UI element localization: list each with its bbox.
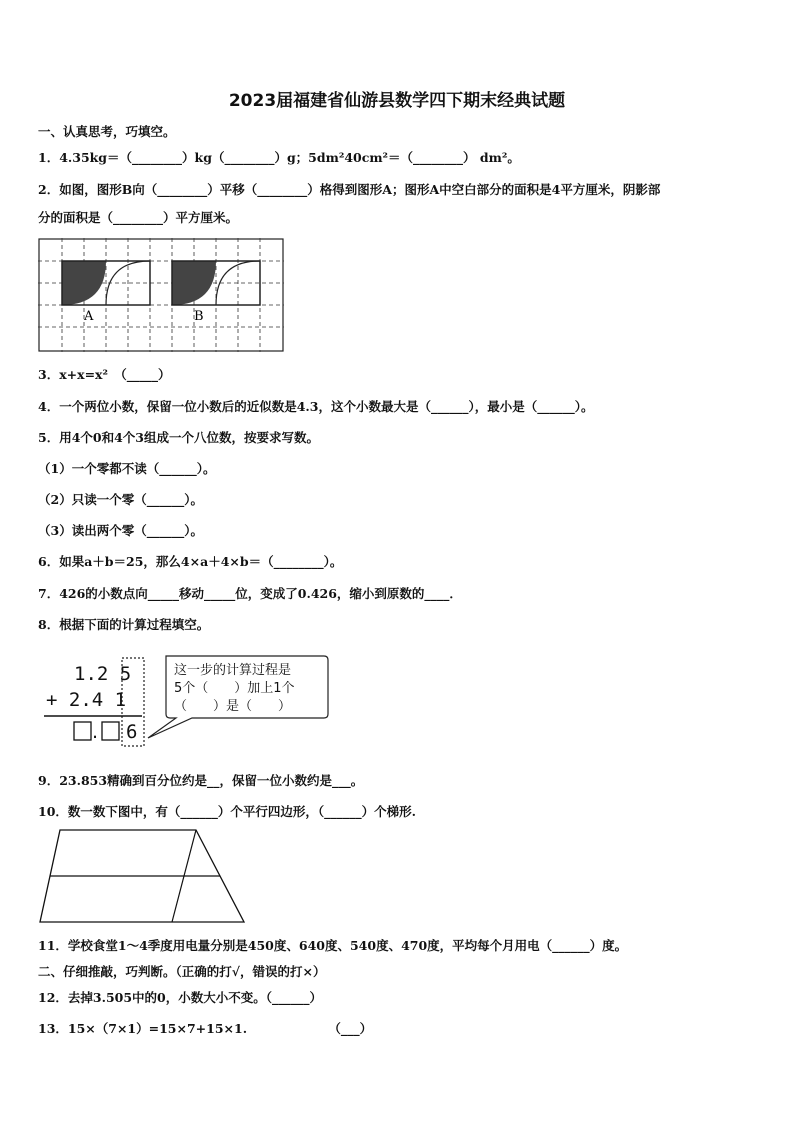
section-heading-2: 二、仔细推敲，巧判断。（正确的打√，错误的打×） <box>38 964 326 979</box>
question-13: 13．15×（7×1）=15×7+15×1. （___） <box>38 1021 373 1036</box>
blank-box-2 <box>102 722 119 740</box>
question-5-part-2: （2）只读一个零（______）。 <box>38 492 203 507</box>
addition-figure <box>42 650 342 750</box>
question-6: 6．如果a＋b＝25，那么4×a＋4×b＝（________）。 <box>38 554 343 569</box>
question-11: 11．学校食堂1～4季度用电量分别是450度、640度、540度、470度，平均每个月用电（______）度。 <box>38 938 628 953</box>
question-5: 5．用4个0和4个3组成一个八位数，按要求写数。 <box>38 430 319 445</box>
addition-row-2: + 2.4 1 <box>46 689 127 711</box>
question-10: 10．数一数下图中，有（______）个平行四边形，（______）个梯形. <box>38 804 416 819</box>
question-7: 7．426的小数点向_____移动_____位，变成了0.426，缩小到原数的____． <box>38 586 462 601</box>
question-12: 12．去掉3.505中的0，小数大小不变。（______） <box>38 990 322 1005</box>
question-1: 1．4.35kg＝（________）kg（________）g；5dm²40cm²＝（________） dm²。 <box>38 150 520 165</box>
label-b: B <box>194 309 204 324</box>
sum-digit: 6 <box>126 721 138 743</box>
section-heading-1: 一、认真思考，巧填空。 <box>38 124 176 139</box>
svg-text:.: . <box>92 721 99 743</box>
question-2-cont: 分的面积是（________）平方厘米。 <box>38 210 239 225</box>
bubble-line-1: 这一步的计算过程是 <box>174 663 292 678</box>
grid-figure <box>38 238 284 352</box>
blank-box-1 <box>74 722 91 740</box>
question-5-part-1: （1）一个零都不读（______）。 <box>38 461 216 476</box>
question-3: 3．x+x=x² （_____） <box>38 367 171 382</box>
question-9: 9．23.853精确到百分位约是__，保留一位小数约是___。 <box>38 773 364 788</box>
bubble-line-2: 5个（ ）加上1个 <box>174 681 295 696</box>
label-a: A <box>84 309 94 324</box>
addition-row-1: 1.2 5 <box>74 663 132 685</box>
bubble-line-3: （ ）是（ ） <box>174 699 292 714</box>
question-5-part-3: （3）读出两个零（______）。 <box>38 523 203 538</box>
trapezoid-figure <box>38 826 248 926</box>
page-title: 2023届福建省仙游县数学四下期末经典试题 <box>228 91 566 111</box>
question-8: 8．根据下面的计算过程填空。 <box>38 617 210 632</box>
question-2: 2．如图，图形B向（________）平移（________）格得到图形A；图形A中空白部分的面积是4平方厘米，阴影部 <box>38 182 661 197</box>
question-4: 4．一个两位小数，保留一位小数后的近似数是4.3，这个小数最大是（______），最小是（______）。 <box>38 399 594 414</box>
